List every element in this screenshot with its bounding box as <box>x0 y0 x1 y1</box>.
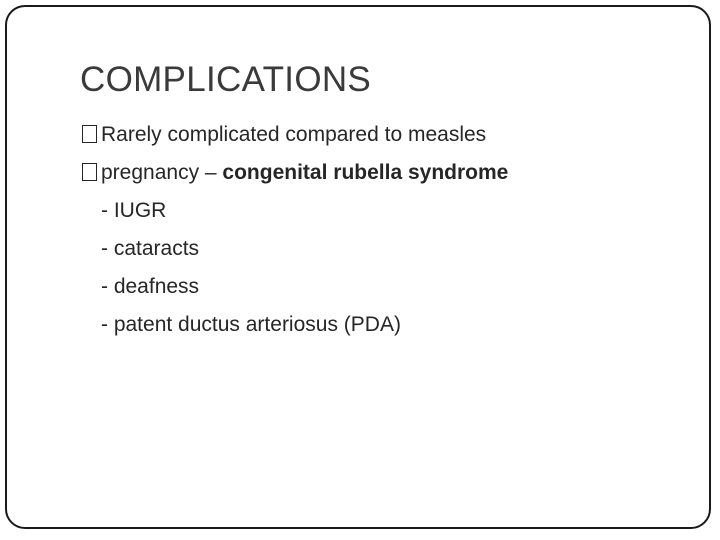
bullet-item <box>82 116 682 154</box>
slide-title: COMPLICATIONS <box>80 60 372 99</box>
bullet-bold-text: congenital rubella syndrome <box>222 161 509 184</box>
sub-item: - IUGR <box>101 199 167 222</box>
sub-item: - deafness <box>101 275 200 298</box>
square-bullet-icon <box>82 125 97 143</box>
bullet-text: pregnancy – <box>101 161 223 184</box>
square-bullet-icon <box>82 163 97 181</box>
sub-item: - patent ductus arteriosus (PDA) <box>101 313 401 336</box>
slide-body <box>82 116 682 344</box>
bullet-text: Rarely complicated compared to measles <box>101 123 487 146</box>
sub-item: - cataracts <box>101 237 200 260</box>
bullet-item <box>82 154 682 192</box>
